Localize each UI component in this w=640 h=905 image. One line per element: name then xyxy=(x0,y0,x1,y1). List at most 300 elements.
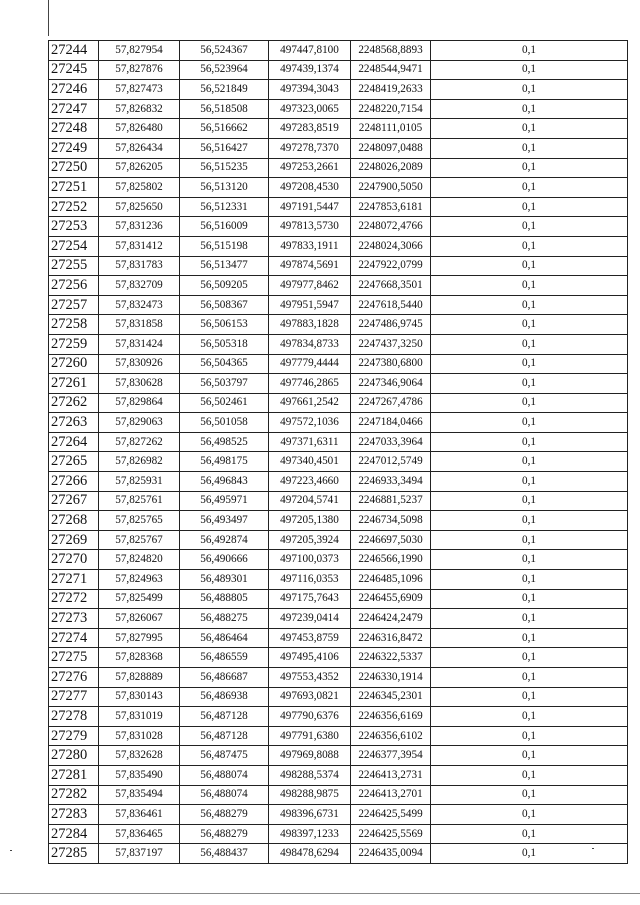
longitude-cell: 56,516009 xyxy=(180,217,269,237)
longitude-cell: 56,486938 xyxy=(180,687,269,707)
point-number-cell: 27251 xyxy=(49,178,99,198)
x-coordinate-cell: 498288,9875 xyxy=(269,785,351,805)
point-number-cell: 27265 xyxy=(49,452,99,472)
y-coordinate-cell: 2246933,3494 xyxy=(351,472,431,492)
point-number-cell: 27276 xyxy=(49,668,99,688)
table-row xyxy=(49,99,628,119)
x-coordinate-cell: 498396,6731 xyxy=(269,805,351,825)
x-coordinate-cell: 497883,1828 xyxy=(269,315,351,335)
point-number-cell: 27249 xyxy=(49,138,99,158)
point-number-cell: 27259 xyxy=(49,334,99,354)
latitude-cell: 57,826205 xyxy=(99,158,180,178)
longitude-cell: 56,504365 xyxy=(180,354,269,374)
longitude-cell: 56,488074 xyxy=(180,765,269,785)
y-coordinate-cell: 2246425,5569 xyxy=(351,824,431,844)
value-cell: 0,1 xyxy=(431,60,628,80)
x-coordinate-cell: 497204,5741 xyxy=(269,491,351,511)
value-cell: 0,1 xyxy=(431,824,628,844)
x-coordinate-cell: 497661,2542 xyxy=(269,393,351,413)
x-coordinate-cell: 497833,1911 xyxy=(269,236,351,256)
table-row xyxy=(49,726,628,746)
latitude-cell: 57,826434 xyxy=(99,138,180,158)
point-number-cell: 27271 xyxy=(49,570,99,590)
x-coordinate-cell: 497278,7370 xyxy=(269,138,351,158)
scan-speck xyxy=(592,848,594,849)
y-coordinate-cell: 2246485,1096 xyxy=(351,570,431,590)
value-cell: 0,1 xyxy=(431,295,628,315)
table-row xyxy=(49,844,628,864)
table-row xyxy=(49,628,628,648)
longitude-cell: 56,487128 xyxy=(180,707,269,727)
longitude-cell: 56,492874 xyxy=(180,530,269,550)
point-number-cell: 27277 xyxy=(49,687,99,707)
latitude-cell: 57,825767 xyxy=(99,530,180,550)
y-coordinate-cell: 2247012,5749 xyxy=(351,452,431,472)
x-coordinate-cell: 498478,6294 xyxy=(269,844,351,864)
latitude-cell: 57,829864 xyxy=(99,393,180,413)
x-coordinate-cell: 497813,5730 xyxy=(269,217,351,237)
latitude-cell: 57,826982 xyxy=(99,452,180,472)
latitude-cell: 57,836461 xyxy=(99,805,180,825)
y-coordinate-cell: 2246734,5098 xyxy=(351,511,431,531)
value-cell: 0,1 xyxy=(431,491,628,511)
y-coordinate-cell: 2248072,4766 xyxy=(351,217,431,237)
y-coordinate-cell: 2246377,3954 xyxy=(351,746,431,766)
table-row xyxy=(49,197,628,217)
y-coordinate-cell: 2246435,0094 xyxy=(351,844,431,864)
table-row xyxy=(49,276,628,296)
longitude-cell: 56,523964 xyxy=(180,60,269,80)
point-number-cell: 27258 xyxy=(49,315,99,335)
table-row xyxy=(49,236,628,256)
point-number-cell: 27281 xyxy=(49,765,99,785)
latitude-cell: 57,825499 xyxy=(99,589,180,609)
value-cell: 0,1 xyxy=(431,413,628,433)
longitude-cell: 56,490666 xyxy=(180,550,269,570)
y-coordinate-cell: 2247900,5050 xyxy=(351,178,431,198)
longitude-cell: 56,512331 xyxy=(180,197,269,217)
value-cell: 0,1 xyxy=(431,138,628,158)
value-cell: 0,1 xyxy=(431,511,628,531)
value-cell: 0,1 xyxy=(431,589,628,609)
longitude-cell: 56,518508 xyxy=(180,99,269,119)
latitude-cell: 57,828368 xyxy=(99,648,180,668)
x-coordinate-cell: 497205,1380 xyxy=(269,511,351,531)
longitude-cell: 56,521849 xyxy=(180,80,269,100)
value-cell: 0,1 xyxy=(431,609,628,629)
point-number-cell: 27275 xyxy=(49,648,99,668)
longitude-cell: 56,493497 xyxy=(180,511,269,531)
x-coordinate-cell: 497116,0353 xyxy=(269,570,351,590)
table-row xyxy=(49,178,628,198)
x-coordinate-cell: 497340,4501 xyxy=(269,452,351,472)
table-row xyxy=(49,824,628,844)
point-number-cell: 27252 xyxy=(49,197,99,217)
table-row xyxy=(49,138,628,158)
longitude-cell: 56,509205 xyxy=(180,276,269,296)
table-row xyxy=(49,374,628,394)
y-coordinate-cell: 2246345,2301 xyxy=(351,687,431,707)
value-cell: 0,1 xyxy=(431,256,628,276)
x-coordinate-cell: 497553,4352 xyxy=(269,668,351,688)
latitude-cell: 57,826067 xyxy=(99,609,180,629)
point-number-cell: 27279 xyxy=(49,726,99,746)
table-row xyxy=(49,256,628,276)
longitude-cell: 56,515198 xyxy=(180,236,269,256)
latitude-cell: 57,830628 xyxy=(99,374,180,394)
y-coordinate-cell: 2246413,2731 xyxy=(351,765,431,785)
value-cell: 0,1 xyxy=(431,726,628,746)
table-row xyxy=(49,80,628,100)
latitude-cell: 57,830926 xyxy=(99,354,180,374)
value-cell: 0,1 xyxy=(431,197,628,217)
longitude-cell: 56,488437 xyxy=(180,844,269,864)
latitude-cell: 57,825761 xyxy=(99,491,180,511)
value-cell: 0,1 xyxy=(431,393,628,413)
point-number-cell: 27270 xyxy=(49,550,99,570)
latitude-cell: 57,836465 xyxy=(99,824,180,844)
table-row xyxy=(49,746,628,766)
point-number-cell: 27278 xyxy=(49,707,99,727)
y-coordinate-cell: 2248111,0105 xyxy=(351,119,431,139)
latitude-cell: 57,824820 xyxy=(99,550,180,570)
point-number-cell: 27280 xyxy=(49,746,99,766)
value-cell: 0,1 xyxy=(431,628,628,648)
point-number-cell: 27264 xyxy=(49,432,99,452)
value-cell: 0,1 xyxy=(431,844,628,864)
y-coordinate-cell: 2247437,3250 xyxy=(351,334,431,354)
value-cell: 0,1 xyxy=(431,570,628,590)
latitude-cell: 57,825931 xyxy=(99,472,180,492)
y-coordinate-cell: 2247486,9745 xyxy=(351,315,431,335)
point-number-cell: 27268 xyxy=(49,511,99,531)
y-coordinate-cell: 2246881,5237 xyxy=(351,491,431,511)
longitude-cell: 56,508367 xyxy=(180,295,269,315)
y-coordinate-cell: 2246356,6102 xyxy=(351,726,431,746)
longitude-cell: 56,513477 xyxy=(180,256,269,276)
longitude-cell: 56,524367 xyxy=(180,41,269,61)
point-number-cell: 27267 xyxy=(49,491,99,511)
longitude-cell: 56,488279 xyxy=(180,824,269,844)
y-coordinate-cell: 2247184,0466 xyxy=(351,413,431,433)
value-cell: 0,1 xyxy=(431,687,628,707)
longitude-cell: 56,506153 xyxy=(180,315,269,335)
latitude-cell: 57,831858 xyxy=(99,315,180,335)
point-number-cell: 27283 xyxy=(49,805,99,825)
table-row xyxy=(49,295,628,315)
y-coordinate-cell: 2246455,6909 xyxy=(351,589,431,609)
latitude-cell: 57,837197 xyxy=(99,844,180,864)
y-coordinate-cell: 2248568,8893 xyxy=(351,41,431,61)
value-cell: 0,1 xyxy=(431,80,628,100)
value-cell: 0,1 xyxy=(431,785,628,805)
longitude-cell: 56,486464 xyxy=(180,628,269,648)
y-coordinate-cell: 2248024,3066 xyxy=(351,236,431,256)
table-row xyxy=(49,491,628,511)
x-coordinate-cell: 498397,1233 xyxy=(269,824,351,844)
point-number-cell: 27273 xyxy=(49,609,99,629)
x-coordinate-cell: 497100,0373 xyxy=(269,550,351,570)
y-coordinate-cell: 2246424,2479 xyxy=(351,609,431,629)
x-coordinate-cell: 497394,3043 xyxy=(269,80,351,100)
table-row xyxy=(49,393,628,413)
left-margin-rule xyxy=(48,0,49,36)
x-coordinate-cell: 497283,8519 xyxy=(269,119,351,139)
value-cell: 0,1 xyxy=(431,374,628,394)
value-cell: 0,1 xyxy=(431,746,628,766)
latitude-cell: 57,825802 xyxy=(99,178,180,198)
longitude-cell: 56,488275 xyxy=(180,609,269,629)
x-coordinate-cell: 497951,5947 xyxy=(269,295,351,315)
value-cell: 0,1 xyxy=(431,765,628,785)
value-cell: 0,1 xyxy=(431,707,628,727)
longitude-cell: 56,488279 xyxy=(180,805,269,825)
table-row xyxy=(49,452,628,472)
value-cell: 0,1 xyxy=(431,217,628,237)
latitude-cell: 57,826832 xyxy=(99,99,180,119)
latitude-cell: 57,827995 xyxy=(99,628,180,648)
table-row xyxy=(49,119,628,139)
value-cell: 0,1 xyxy=(431,41,628,61)
x-coordinate-cell: 497693,0821 xyxy=(269,687,351,707)
x-coordinate-cell: 497791,6380 xyxy=(269,726,351,746)
x-coordinate-cell: 497191,5447 xyxy=(269,197,351,217)
x-coordinate-cell: 497572,1036 xyxy=(269,413,351,433)
value-cell: 0,1 xyxy=(431,99,628,119)
longitude-cell: 56,516662 xyxy=(180,119,269,139)
table-row xyxy=(49,648,628,668)
x-coordinate-cell: 497746,2865 xyxy=(269,374,351,394)
value-cell: 0,1 xyxy=(431,648,628,668)
point-number-cell: 27285 xyxy=(49,844,99,864)
table-row xyxy=(49,41,628,61)
latitude-cell: 57,831424 xyxy=(99,334,180,354)
y-coordinate-cell: 2247668,3501 xyxy=(351,276,431,296)
latitude-cell: 57,827473 xyxy=(99,80,180,100)
longitude-cell: 56,503797 xyxy=(180,374,269,394)
latitude-cell: 57,825650 xyxy=(99,197,180,217)
value-cell: 0,1 xyxy=(431,119,628,139)
x-coordinate-cell: 497977,8462 xyxy=(269,276,351,296)
point-number-cell: 27282 xyxy=(49,785,99,805)
latitude-cell: 57,831783 xyxy=(99,256,180,276)
point-number-cell: 27269 xyxy=(49,530,99,550)
y-coordinate-cell: 2248220,7154 xyxy=(351,99,431,119)
latitude-cell: 57,835494 xyxy=(99,785,180,805)
y-coordinate-cell: 2246425,5499 xyxy=(351,805,431,825)
x-coordinate-cell: 497371,6311 xyxy=(269,432,351,452)
point-number-cell: 27262 xyxy=(49,393,99,413)
latitude-cell: 57,828889 xyxy=(99,668,180,688)
y-coordinate-cell: 2246413,2701 xyxy=(351,785,431,805)
point-number-cell: 27266 xyxy=(49,472,99,492)
x-coordinate-cell: 497495,4106 xyxy=(269,648,351,668)
y-coordinate-cell: 2247618,5440 xyxy=(351,295,431,315)
longitude-cell: 56,513120 xyxy=(180,178,269,198)
longitude-cell: 56,488805 xyxy=(180,589,269,609)
longitude-cell: 56,486687 xyxy=(180,668,269,688)
y-coordinate-cell: 2246330,1914 xyxy=(351,668,431,688)
value-cell: 0,1 xyxy=(431,805,628,825)
table-row xyxy=(49,432,628,452)
value-cell: 0,1 xyxy=(431,452,628,472)
y-coordinate-cell: 2248544,9471 xyxy=(351,60,431,80)
y-coordinate-cell: 2248026,2089 xyxy=(351,158,431,178)
longitude-cell: 56,486559 xyxy=(180,648,269,668)
point-number-cell: 27274 xyxy=(49,628,99,648)
x-coordinate-cell: 497205,3924 xyxy=(269,530,351,550)
y-coordinate-cell: 2247922,0799 xyxy=(351,256,431,276)
x-coordinate-cell: 497447,8100 xyxy=(269,41,351,61)
point-number-cell: 27253 xyxy=(49,217,99,237)
y-coordinate-cell: 2248097,0488 xyxy=(351,138,431,158)
longitude-cell: 56,505318 xyxy=(180,334,269,354)
y-coordinate-cell: 2247033,3964 xyxy=(351,432,431,452)
longitude-cell: 56,498525 xyxy=(180,432,269,452)
value-cell: 0,1 xyxy=(431,158,628,178)
point-number-cell: 27255 xyxy=(49,256,99,276)
latitude-cell: 57,831236 xyxy=(99,217,180,237)
point-number-cell: 27256 xyxy=(49,276,99,296)
value-cell: 0,1 xyxy=(431,276,628,296)
x-coordinate-cell: 497253,2661 xyxy=(269,158,351,178)
value-cell: 0,1 xyxy=(431,354,628,374)
longitude-cell: 56,487128 xyxy=(180,726,269,746)
table-row xyxy=(49,60,628,80)
table-row xyxy=(49,707,628,727)
point-number-cell: 27260 xyxy=(49,354,99,374)
table-row xyxy=(49,589,628,609)
point-number-cell: 27261 xyxy=(49,374,99,394)
latitude-cell: 57,830143 xyxy=(99,687,180,707)
value-cell: 0,1 xyxy=(431,472,628,492)
value-cell: 0,1 xyxy=(431,432,628,452)
point-number-cell: 27284 xyxy=(49,824,99,844)
x-coordinate-cell: 497239,0414 xyxy=(269,609,351,629)
bottom-page-rule xyxy=(0,893,640,894)
table-row xyxy=(49,765,628,785)
longitude-cell: 56,501058 xyxy=(180,413,269,433)
coordinates-table-body xyxy=(49,41,628,864)
x-coordinate-cell: 497779,4444 xyxy=(269,354,351,374)
y-coordinate-cell: 2246697,5030 xyxy=(351,530,431,550)
table-row xyxy=(49,217,628,237)
point-number-cell: 27257 xyxy=(49,295,99,315)
table-row xyxy=(49,805,628,825)
y-coordinate-cell: 2248419,2633 xyxy=(351,80,431,100)
value-cell: 0,1 xyxy=(431,550,628,570)
latitude-cell: 57,832628 xyxy=(99,746,180,766)
latitude-cell: 57,827876 xyxy=(99,60,180,80)
value-cell: 0,1 xyxy=(431,236,628,256)
x-coordinate-cell: 497874,5691 xyxy=(269,256,351,276)
table-row xyxy=(49,530,628,550)
longitude-cell: 56,502461 xyxy=(180,393,269,413)
longitude-cell: 56,498175 xyxy=(180,452,269,472)
point-number-cell: 27248 xyxy=(49,119,99,139)
y-coordinate-cell: 2246316,8472 xyxy=(351,628,431,648)
y-coordinate-cell: 2247267,4786 xyxy=(351,393,431,413)
latitude-cell: 57,825765 xyxy=(99,511,180,531)
latitude-cell: 57,832473 xyxy=(99,295,180,315)
latitude-cell: 57,827954 xyxy=(99,41,180,61)
value-cell: 0,1 xyxy=(431,334,628,354)
table-row xyxy=(49,570,628,590)
table-row xyxy=(49,550,628,570)
y-coordinate-cell: 2246566,1990 xyxy=(351,550,431,570)
latitude-cell: 57,824963 xyxy=(99,570,180,590)
longitude-cell: 56,515235 xyxy=(180,158,269,178)
x-coordinate-cell: 497453,8759 xyxy=(269,628,351,648)
x-coordinate-cell: 497175,7643 xyxy=(269,589,351,609)
longitude-cell: 56,489301 xyxy=(180,570,269,590)
x-coordinate-cell: 497969,8088 xyxy=(269,746,351,766)
table-row xyxy=(49,785,628,805)
y-coordinate-cell: 2246322,5337 xyxy=(351,648,431,668)
table-row xyxy=(49,315,628,335)
table-row xyxy=(49,413,628,433)
x-coordinate-cell: 497208,4530 xyxy=(269,178,351,198)
y-coordinate-cell: 2247853,6181 xyxy=(351,197,431,217)
y-coordinate-cell: 2247346,9064 xyxy=(351,374,431,394)
point-number-cell: 27263 xyxy=(49,413,99,433)
x-coordinate-cell: 497439,1374 xyxy=(269,60,351,80)
table-row xyxy=(49,472,628,492)
longitude-cell: 56,495971 xyxy=(180,491,269,511)
latitude-cell: 57,826480 xyxy=(99,119,180,139)
table-row xyxy=(49,609,628,629)
value-cell: 0,1 xyxy=(431,315,628,335)
longitude-cell: 56,496843 xyxy=(180,472,269,492)
scan-speck xyxy=(10,850,12,851)
y-coordinate-cell: 2246356,6169 xyxy=(351,707,431,727)
point-number-cell: 27250 xyxy=(49,158,99,178)
value-cell: 0,1 xyxy=(431,530,628,550)
latitude-cell: 57,831412 xyxy=(99,236,180,256)
x-coordinate-cell: 498288,5374 xyxy=(269,765,351,785)
table-row xyxy=(49,687,628,707)
x-coordinate-cell: 497790,6376 xyxy=(269,707,351,727)
table-row xyxy=(49,158,628,178)
longitude-cell: 56,487475 xyxy=(180,746,269,766)
point-number-cell: 27246 xyxy=(49,80,99,100)
table-row xyxy=(49,354,628,374)
point-number-cell: 27245 xyxy=(49,60,99,80)
latitude-cell: 57,831019 xyxy=(99,707,180,727)
point-number-cell: 27244 xyxy=(49,41,99,61)
latitude-cell: 57,831028 xyxy=(99,726,180,746)
latitude-cell: 57,832709 xyxy=(99,276,180,296)
table-row xyxy=(49,668,628,688)
x-coordinate-cell: 497223,4660 xyxy=(269,472,351,492)
latitude-cell: 57,829063 xyxy=(99,413,180,433)
point-number-cell: 27272 xyxy=(49,589,99,609)
point-number-cell: 27247 xyxy=(49,99,99,119)
x-coordinate-cell: 497323,0065 xyxy=(269,99,351,119)
y-coordinate-cell: 2247380,6800 xyxy=(351,354,431,374)
longitude-cell: 56,516427 xyxy=(180,138,269,158)
x-coordinate-cell: 497834,8733 xyxy=(269,334,351,354)
coordinates-table xyxy=(48,40,628,864)
table-row xyxy=(49,334,628,354)
latitude-cell: 57,827262 xyxy=(99,432,180,452)
longitude-cell: 56,488074 xyxy=(180,785,269,805)
value-cell: 0,1 xyxy=(431,668,628,688)
latitude-cell: 57,835490 xyxy=(99,765,180,785)
table-row xyxy=(49,511,628,531)
point-number-cell: 27254 xyxy=(49,236,99,256)
value-cell: 0,1 xyxy=(431,178,628,198)
